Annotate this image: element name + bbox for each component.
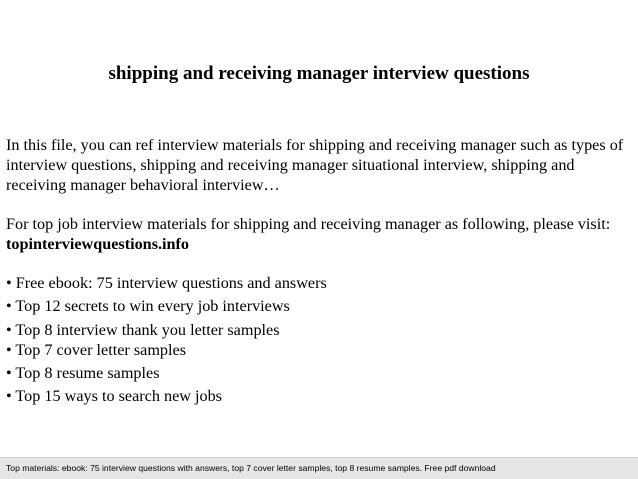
footer-text: Top materials: ebook: 75 interview questions with answers, top 7 cover letter samples, top 8 resume samples. Free pdf download [6,463,496,473]
list-item: • Top 8 resume samples [6,364,160,382]
cta-text: For top job interview materials for shipping and receiving manager as following, please visit: [6,215,611,233]
list-item: • Top 15 ways to search new jobs [6,387,222,405]
list-item: • Top 7 cover letter samples [6,341,186,359]
footer-bar [0,457,638,479]
page-title: shipping and receiving manager interview questions [108,63,530,84]
intro-paragraph: In this file, you can ref interview materials for shipping and receiving manager such as types of interview questions, shipping and receiving manager situational interview, shipping and receiving manager behavioral interview… [6,136,624,194]
cta-paragraph [6,214,634,254]
list-item: • Top 12 secrets to win every job interviews [6,297,290,315]
list-item: • Top 8 interview thank you letter samples [6,321,280,339]
list-item: • Free ebook: 75 interview questions and answers [6,274,327,292]
website-link[interactable]: topinterviewquestions.info [6,235,190,253]
